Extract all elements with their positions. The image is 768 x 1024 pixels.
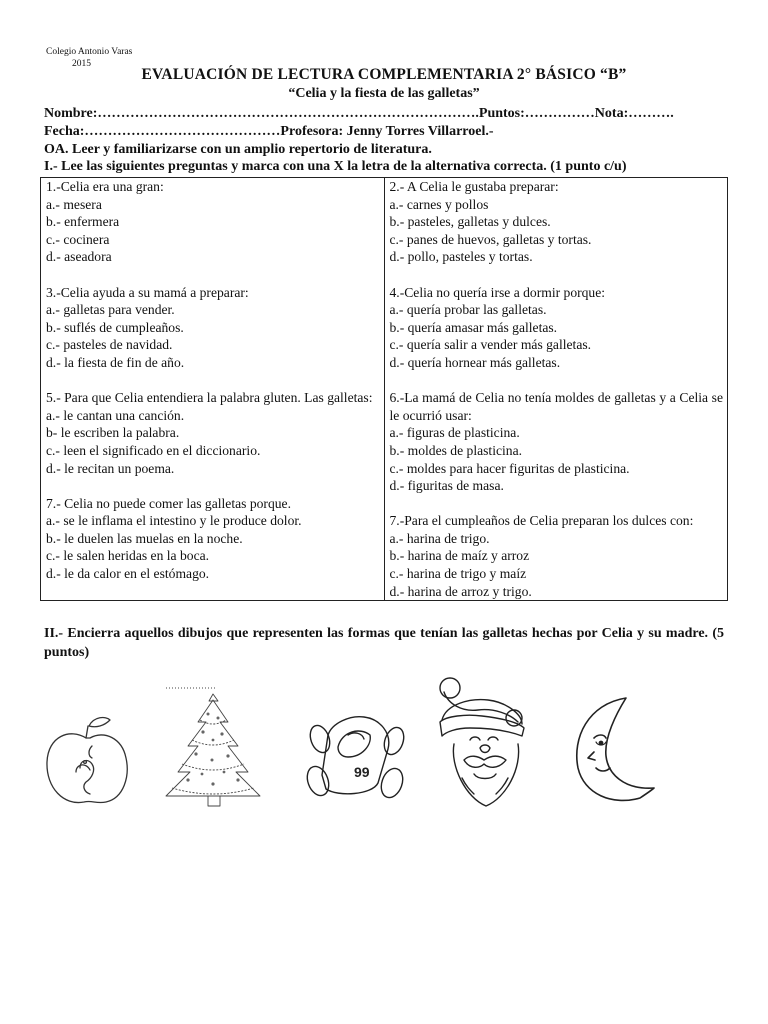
option-b[interactable]: b.- enfermera bbox=[46, 214, 120, 230]
question-2 bbox=[390, 178, 724, 266]
school-year: 2015 bbox=[72, 59, 91, 69]
option-c[interactable]: c.- quería salir a vender más galletas. bbox=[389, 337, 592, 353]
option-a[interactable]: a.- harina de trigo. bbox=[389, 530, 490, 546]
question-8 bbox=[390, 512, 724, 600]
crescent-moon-icon[interactable] bbox=[568, 694, 658, 808]
option-b[interactable]: b.- quería amasar más galletas. bbox=[389, 319, 558, 335]
question-stem: 3.-Celia ayuda a su mamá a preparar: bbox=[46, 284, 249, 300]
option-b[interactable]: b.- suflés de cumpleaños. bbox=[46, 319, 184, 335]
question-7 bbox=[46, 495, 380, 583]
question-6 bbox=[390, 389, 724, 495]
instruction-part-1: I.- Lee las siguientes preguntas y marca con una X la letra de la alternativa correcta. (1 punto c/u) bbox=[44, 159, 627, 174]
option-b[interactable]: b.- pasteles, galletas y dulces. bbox=[389, 214, 551, 230]
learning-objective: OA. Leer y familiarizarse con un amplio repertorio de literatura. bbox=[44, 142, 432, 157]
option-c[interactable]: c.- pasteles de navidad. bbox=[46, 337, 173, 353]
option-a[interactable]: a.- carnes y pollos bbox=[389, 196, 489, 212]
school-name: Colegio Antonio Varas bbox=[46, 47, 133, 57]
option-c[interactable]: c.- cocinera bbox=[46, 231, 110, 247]
option-a[interactable]: a.- quería probar las galletas. bbox=[389, 302, 547, 318]
question-3 bbox=[46, 284, 380, 372]
santa-claus-icon[interactable] bbox=[426, 674, 538, 812]
option-c[interactable]: c.- moldes para hacer figuritas de plasticina. bbox=[389, 460, 630, 476]
option-c[interactable]: c.- panes de huevos, galletas y tortas. bbox=[389, 231, 592, 247]
option-b[interactable]: b.- moldes de plasticina. bbox=[389, 442, 523, 458]
option-b[interactable]: b- le escriben la palabra. bbox=[46, 425, 180, 441]
option-c[interactable]: c.- le salen heridas en la boca. bbox=[46, 548, 210, 564]
question-stem: 7.- Celia no puede comer las galletas porque. bbox=[46, 495, 291, 511]
option-d[interactable]: d.- le da calor en el estómago. bbox=[46, 566, 210, 582]
option-a[interactable]: a.- mesera bbox=[46, 196, 102, 212]
book-title: “Celia y la fiesta de las galletas” bbox=[288, 86, 480, 101]
option-b[interactable]: b.- harina de maíz y arroz bbox=[389, 548, 530, 564]
questions-right-column bbox=[384, 178, 728, 601]
option-d[interactable]: d.- quería hornear más galletas. bbox=[389, 354, 561, 370]
name-score-line: Nombre:……………………………………………………………………….Puntos:……………Nota:………. bbox=[44, 106, 674, 121]
option-a[interactable]: a.- figuras de plasticina. bbox=[389, 425, 520, 441]
race-car-icon[interactable] bbox=[298, 705, 410, 805]
question-stem: 5.- Para que Celia entendiera la palabra gluten. Las galletas: bbox=[46, 390, 373, 406]
question-stem: 2.- A Celia le gustaba preparar: bbox=[389, 179, 559, 194]
question-stem: 6.-La mamá de Celia no tenía moldes de galletas y a Celia se le ocurrió usar: bbox=[389, 390, 723, 423]
question-stem: 4.-Celia no quería irse a dormir porque: bbox=[389, 284, 606, 300]
option-a[interactable]: a.- galletas para vender. bbox=[46, 302, 175, 318]
instruction-part-2: II.- Encierra aquellos dibujos que representen las formas que tenían las galletas hechas por Celia y su madre. (5 puntos) bbox=[44, 626, 724, 660]
apple-with-worm-icon[interactable] bbox=[40, 710, 132, 812]
option-c[interactable]: c.- harina de trigo y maíz bbox=[389, 566, 527, 582]
question-4 bbox=[390, 284, 724, 372]
option-d[interactable]: d.- la fiesta de fin de año. bbox=[46, 354, 185, 370]
question-stem: 1.-Celia era una gran: bbox=[46, 179, 164, 194]
option-a[interactable]: a.- le cantan una canción. bbox=[46, 407, 185, 423]
option-d[interactable]: d.- figuritas de masa. bbox=[389, 478, 504, 494]
question-stem: 7.-Para el cumpleaños de Celia preparan los dulces con: bbox=[389, 513, 694, 529]
question-1 bbox=[46, 178, 380, 266]
option-c[interactable]: c.- leen el significado en el diccionario. bbox=[46, 442, 261, 458]
svg-text:99: 99 bbox=[354, 764, 370, 780]
option-d[interactable]: d.- pollo, pasteles y tortas. bbox=[389, 249, 533, 265]
date-teacher-line: Fecha:……………………………………Profesora: Jenny Torres Villarroel.- bbox=[44, 124, 494, 139]
question-5 bbox=[46, 389, 380, 477]
questions-table bbox=[40, 177, 728, 601]
option-b[interactable]: b.- le duelen las muelas en la noche. bbox=[46, 530, 243, 546]
option-d[interactable]: d.- le recitan un poema. bbox=[46, 460, 175, 476]
page-title: EVALUACIÓN DE LECTURA COMPLEMENTARIA 2° BÁSICO “B” bbox=[141, 66, 627, 83]
christmas-tree-icon[interactable] bbox=[158, 684, 268, 812]
option-d[interactable]: d.- aseadora bbox=[46, 249, 112, 265]
questions-left-column bbox=[41, 178, 385, 601]
option-a[interactable]: a.- se le inflama el intestino y le produce dolor. bbox=[46, 513, 302, 529]
option-d[interactable]: d.- harina de arroz y trigo. bbox=[389, 583, 532, 599]
